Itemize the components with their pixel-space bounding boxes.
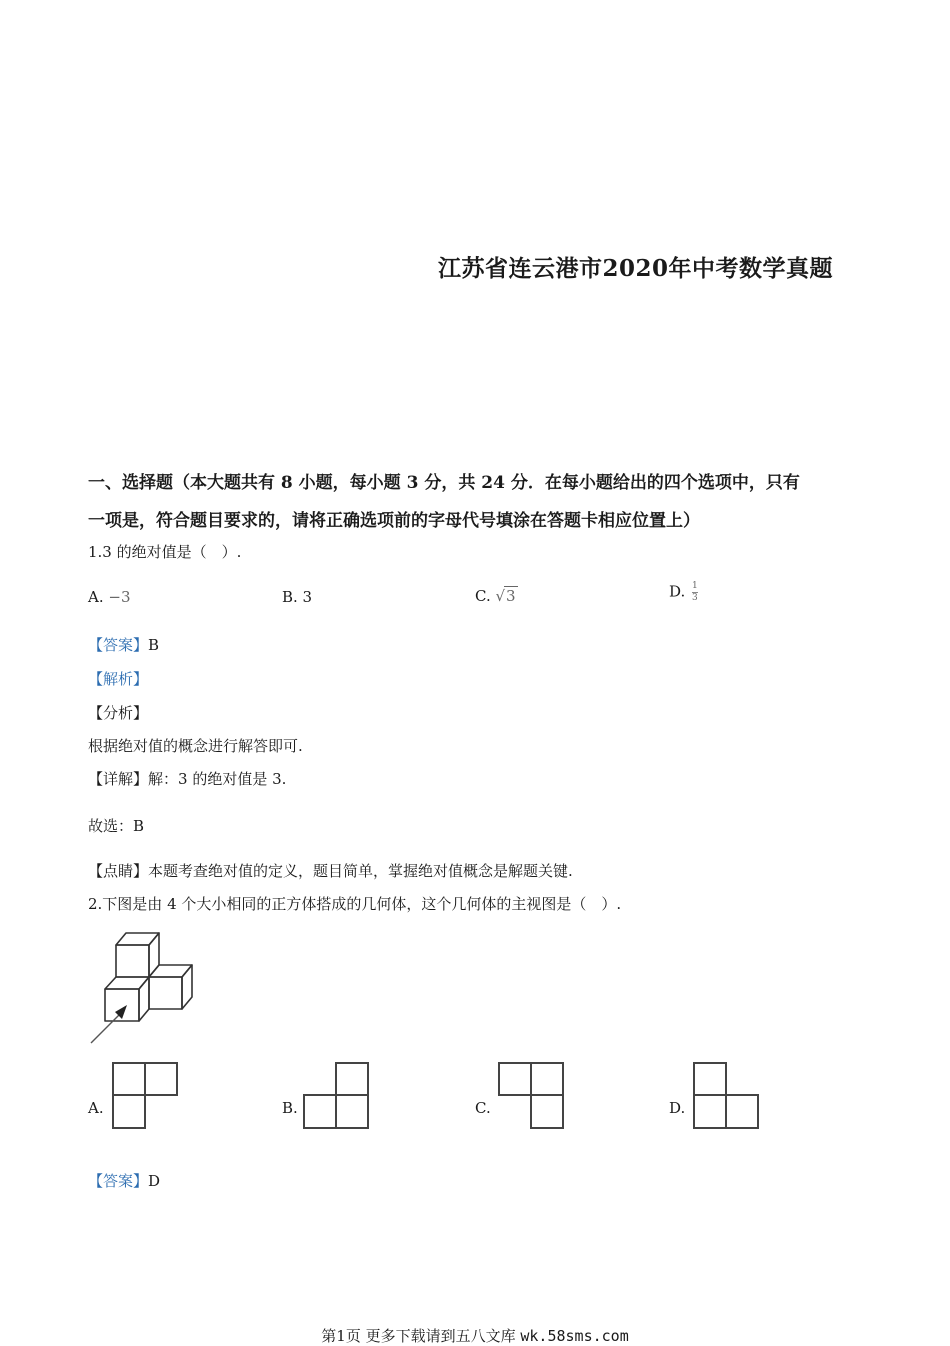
q1-option-c-value: 3 [506, 587, 516, 605]
view-arrow-shaft [91, 1011, 123, 1043]
square [726, 1095, 758, 1128]
footer-text: 更多下载请到五八文库 [360, 1327, 521, 1345]
q1-answer [88, 634, 159, 655]
q2-option-a-label: A. [88, 1099, 104, 1117]
right-cube-top-face [149, 965, 192, 977]
fraction-denominator: 3 [692, 593, 698, 603]
q1-comment [88, 860, 573, 881]
q2-option-b-figure [302, 1060, 372, 1132]
right-cube-side-face [182, 965, 192, 1009]
q1-option-a-value: −3 [108, 588, 131, 606]
square [336, 1095, 368, 1128]
sqrt-icon: √3 [495, 587, 516, 605]
q1-option-d [669, 582, 698, 603]
square [113, 1063, 145, 1095]
section-heading-line1: 一、选择题（本大题共有 8 小题，每小题 3 分，共 24 分．在每小题给出的四个选项中，只有 [88, 473, 800, 493]
q1-option-c [475, 586, 518, 605]
q1-detail [88, 768, 286, 789]
q1-option-b: B. 3 [282, 588, 313, 606]
comment-text: 本题考查绝对值的定义，题目简单，掌握绝对值概念是解题关键. [148, 862, 573, 880]
square [113, 1095, 145, 1128]
answer-value: B [148, 636, 160, 654]
q1-fenxi-tag: 【分析】 [88, 704, 149, 722]
q1-stem: 1.3 的绝对值是（ ）. [88, 543, 242, 561]
square [694, 1095, 726, 1128]
detail-text: 解：3 的绝对值是 3. [148, 770, 287, 788]
q2-option-d-label: D. [669, 1099, 686, 1117]
q2-option-a-figure [111, 1060, 181, 1132]
section-heading-line2: 一项是，符合题目要求的，请将正确选项前的字母代号填涂在答题卡相应位置上） [88, 511, 700, 531]
q1-option-a-label: A. [88, 588, 109, 606]
answer-value: D [148, 1172, 161, 1190]
q1-option-a [88, 588, 131, 606]
q2-stem: 2.下图是由 4 个大小相同的正方体搭成的几何体，这个几何体的主视图是（ ）. [88, 895, 622, 913]
square [145, 1063, 177, 1095]
square [694, 1063, 726, 1095]
top-cube-top-face [116, 933, 159, 945]
cube-figure [85, 925, 200, 1050]
square [531, 1095, 563, 1128]
q1-choose: 故选：B [88, 817, 145, 835]
page-title: 江苏省连云港市2020年中考数学真题 [438, 255, 834, 282]
q2-option-c-label: C. [475, 1099, 491, 1117]
square [499, 1063, 531, 1095]
square [531, 1063, 563, 1095]
front-cube-side-face [139, 977, 149, 1021]
footer-page-suffix: 页 [345, 1327, 361, 1345]
q2-option-b-label: B. [282, 1099, 298, 1117]
footer-page-prefix: 第 [321, 1327, 337, 1345]
page-footer [0, 1325, 950, 1346]
q2-answer [88, 1170, 160, 1191]
top-cube-front-face [116, 945, 149, 977]
q1-option-c-label: C. [475, 587, 496, 605]
q2-option-d-figure [692, 1060, 762, 1132]
right-cube-front-face [149, 977, 182, 1009]
square [304, 1095, 336, 1128]
q1-option-d-label: D. [669, 582, 691, 601]
front-cube-top-face [105, 977, 149, 989]
answer-tag: 【答案】 [88, 636, 149, 654]
fraction-numerator: 1 [692, 581, 698, 591]
answer-tag: 【答案】 [88, 1172, 149, 1190]
square [336, 1063, 368, 1095]
footer-page-number: 1 [336, 1327, 346, 1345]
fraction [692, 582, 698, 603]
comment-tag: 【点睛】 [88, 862, 149, 880]
q1-analysis-tag: 【解析】 [88, 670, 149, 688]
q2-option-c-figure [497, 1060, 567, 1132]
footer-site-link[interactable]: wk.58sms.com [520, 1327, 629, 1345]
detail-tag: 【详解】 [88, 770, 149, 788]
q1-fenxi-text: 根据绝对值的概念进行解答即可. [88, 737, 303, 755]
